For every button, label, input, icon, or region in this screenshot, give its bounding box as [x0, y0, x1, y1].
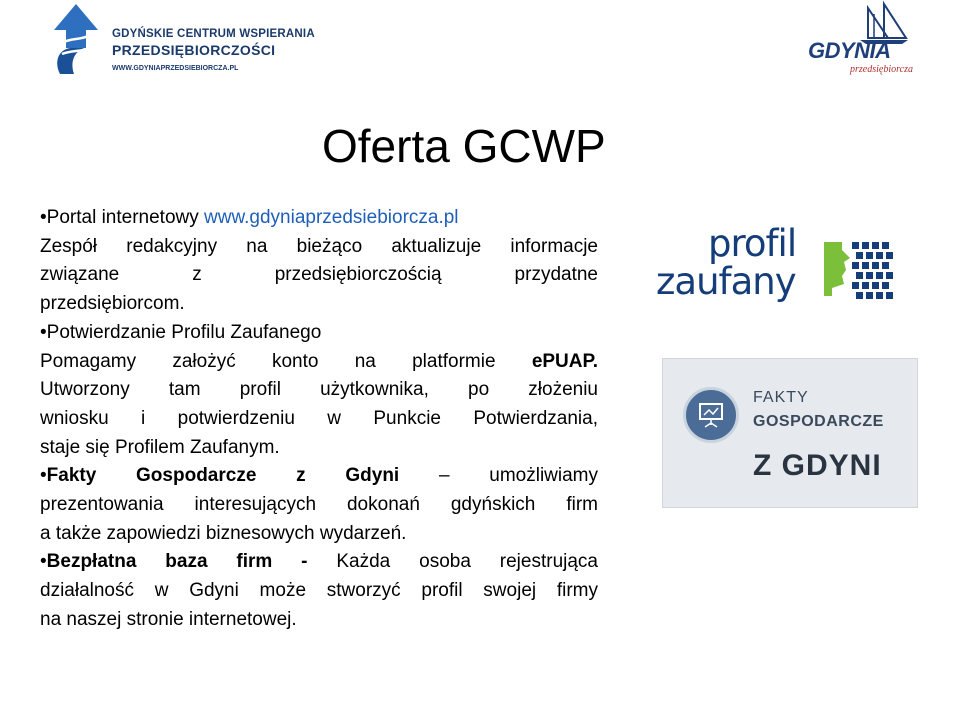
fakty-logo-line1: FAKTY	[753, 389, 809, 406]
bullet-baza-heading: • Bezpłatna baza firm - Każda osoba rejestrująca	[40, 548, 598, 577]
bullet-portal-line: Zespół redakcyjny na bieżąco aktualizuje informacje	[40, 235, 598, 257]
page-title: Oferta GCWP	[322, 120, 606, 172]
presentation-board-icon	[683, 387, 739, 443]
bullet-portal-heading: • Portal internetowy www.gdyniaprzedsiebiorcza.pl	[40, 204, 598, 233]
profile-face-icon	[822, 236, 896, 302]
gcwp-logo-line2: PRZEDSIĘBIORCZOŚCI	[112, 42, 276, 58]
bullet-fakty-line: a także zapowiedzi biznesowych wydarzeń.	[40, 522, 407, 544]
gcwp-logo-url: WWW.GDYNIAPRZEDSIEBIORCZA.PL	[112, 65, 239, 72]
bullet-profil-line: Pomagamy założyć konto na platformie ePUAP.	[40, 350, 598, 372]
arrow-logo-icon	[50, 2, 102, 76]
gdynia-logo	[804, 0, 916, 80]
gcwp-logo	[50, 0, 315, 82]
bullet-profil-line: Utworzony tam profil użytkownika, po złożeniu	[40, 379, 598, 401]
bullet-icon	[40, 551, 47, 572]
bullet-profil-heading: • Potwierdzanie Profilu Zaufanego	[40, 319, 598, 348]
bullet-icon	[40, 322, 47, 343]
bullet-profil-line: wniosku i potwierdzeniu w Punkcie Potwierdzania,	[40, 407, 598, 429]
profil-zaufany-logo	[656, 222, 900, 314]
gdynia-logo-sub: przedsiębiorcza	[850, 64, 913, 75]
bullet-icon	[40, 465, 47, 486]
bullet-icon	[40, 207, 47, 228]
bullet-fakty-heading: • Fakty Gospodarcze z Gdyni – umożliwiamy	[40, 462, 598, 491]
profil-logo-line1: profil	[708, 222, 797, 265]
gcwp-logo-line1: GDYŃSKIE CENTRUM WSPIERANIA	[112, 28, 315, 40]
bullet-baza-line: działalność w Gdyni może stworzyć profil swojej firmy	[40, 580, 598, 602]
bullet-fakty-line: prezentowania interesujących dokonań gdyńskich firm	[40, 494, 598, 516]
fakty-gospodarcze-logo	[662, 358, 918, 508]
offer-list	[40, 204, 598, 635]
fakty-logo-line3: Z GDYNI	[753, 449, 882, 482]
bullet-portal-line: związane z przedsiębiorczością przydatne	[40, 264, 598, 286]
fakty-logo-line2: GOSPODARCZE	[753, 413, 884, 430]
portal-link[interactable]: www.gdyniaprzedsiebiorcza.pl	[204, 207, 459, 228]
bullet-portal-line: przedsiębiorcom.	[40, 293, 185, 315]
bullet-profil-line: staje się Profilem Zaufanym.	[40, 436, 280, 458]
profil-logo-line2: zaufany	[656, 260, 796, 303]
bullet-baza-line: na naszej stronie internetowej.	[40, 608, 297, 630]
gdynia-logo-word: GDYNIA	[808, 38, 891, 63]
